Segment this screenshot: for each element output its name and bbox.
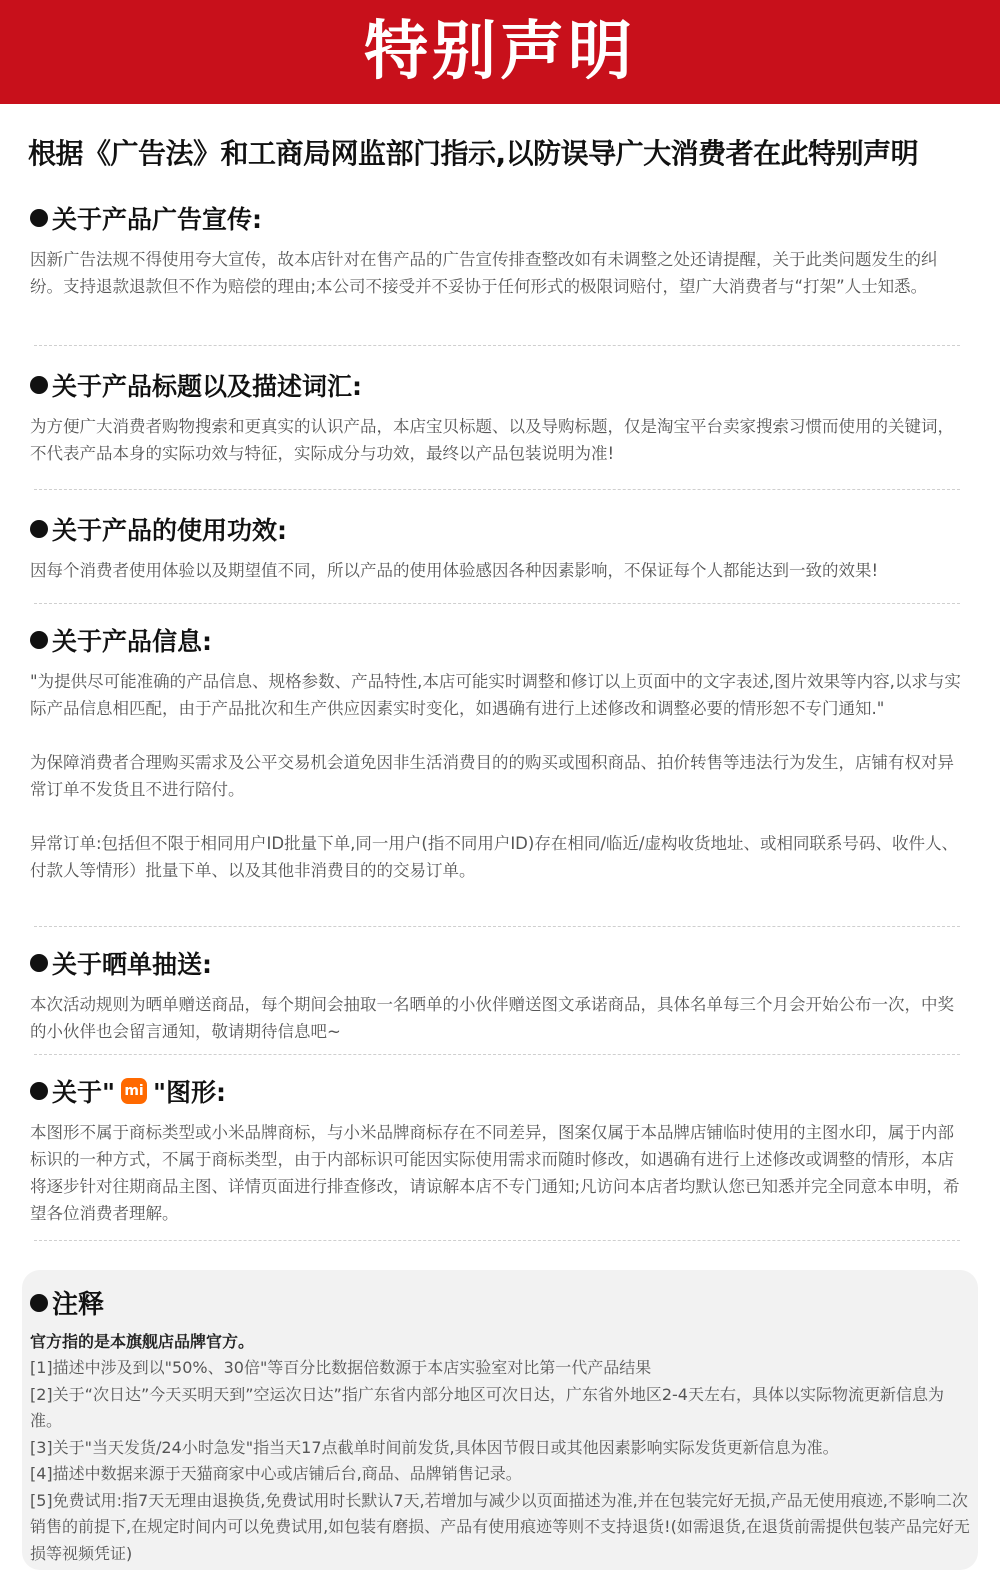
section-paragraph: 为方便广大消费者购物搜索和更真实的认识产品，本店宝贝标题、以及导购标题，仅是淘宝平台卖家搜索习惯而使用的关键词，不代表产品本身的实际功效与特征，实际成分与功效，最终以产品包装说明为准!: [30, 417, 954, 463]
divider: [34, 603, 960, 604]
bullet-icon: [30, 954, 48, 972]
section-review-giveaway: [30, 945, 970, 1045]
bullet-icon: [30, 209, 48, 227]
bullet-icon: [30, 520, 48, 538]
banner-title: 特别声明: [364, 15, 636, 89]
section-title-vocabulary: [30, 367, 970, 467]
note-item: [2]关于“次日达”今天买明天到”空运次日达”指广东省内部分地区可次日达，广东省外地区2-4天左右，具体以实际物流更新信息为准。: [30, 1384, 944, 1430]
intro-statement: 根据《广告法》和工商局网监部门指示,以防误导广大消费者在此特别声明: [28, 137, 919, 170]
section-title: 关于" mi "图形:: [30, 1073, 970, 1109]
notes-lead: 官方指的是本旗舰店品牌官方。: [30, 1332, 255, 1351]
divider: [34, 1240, 960, 1241]
section-logo-graphic: [30, 1073, 970, 1227]
section-paragraph: 本图形不属于商标类型或小米品牌商标，与小米品牌商标存在不同差异，图案仅属于本品牌店铺临时使用的主图水印，属于内部标识的一种方式，不属于商标类型，由于内部标识可能因实际使用需求而随时修改，如遇确有进行上述修改或调整的情形，本店将逐步针对往期商品主图、详情页面进行排查修改，请谅解本店不专门通知;凡访问本店者均默认您已知悉并完全同意本申明，希望各位消费者理解。: [30, 1123, 960, 1223]
bullet-icon: [30, 376, 48, 394]
section-paragraph: 异常订单:包括但不限于相同用户ID批量下单,同一用户(指不同用户ID)存在相同/临近/虚构收货地址、或相同联系号码、收件人、付款人等情形）批量下单、以及其他非消费目的的交易订单。: [30, 834, 958, 880]
section-title: 关于产品广告宣传:: [30, 200, 970, 236]
divider: [34, 489, 960, 490]
section-paragraph: 本次活动规则为晒单赠送商品，每个期间会抽取一名晒单的小伙伴赠送图文承诺商品，具体名单每三个月会开始公布一次，中奖的小伙伴也会留言通知，敬请期待信息吧~: [30, 995, 954, 1041]
notes-title: 注释: [30, 1284, 970, 1321]
divider: [34, 926, 960, 927]
section-paragraph: 因新广告法规不得使用夸大宣传，故本店针对在售产品的广告宣传排查整改如有未调整之处还请提醒，关于此类问题发生的纠纷。支持退款退款但不作为赔偿的理由;本公司不接受并不妥协于任何形式的极限词赔付，望广大消费者与“打架”人士知悉。: [30, 250, 938, 296]
section-title: 关于晒单抽送:: [30, 945, 970, 981]
header-banner: [0, 0, 1000, 104]
note-item: [3]关于"当天发货/24小时急发"指当天17点截单时间前发货,具体因节假日或其他因素影响实际发货更新信息为准。: [30, 1437, 839, 1457]
section-paragraph: 为保障消费者合理购买需求及公平交易机会道免因非生活消费目的的购买或囤积商品、拍价转售等违法行为发生，店铺有权对异常订单不发货且不进行陪付。: [30, 753, 954, 799]
bullet-icon: [30, 631, 48, 649]
note-item: [1]描述中涉及到以"50%、30倍"等百分比数据倍数源于本店实验室对比第一代产品结果: [30, 1358, 652, 1377]
section-title: 关于产品的使用功效:: [30, 511, 970, 547]
notes-panel: [22, 1270, 978, 1570]
bullet-icon: [30, 1294, 48, 1312]
note-item: [5]免费试用:指7天无理由退换货,免费试用时长默认7天,若增加与减少以页面描述为准,并在包装完好无损,产品无使用痕迹,不影响二次销售的前提下,在规定时间内可以免费试用,如包装有磨损、产品有使用痕迹等则不支持退货!(如需退货,在退货前需提供包装产品完好无损等视频凭证): [30, 1490, 970, 1563]
note-item: [4]描述中数据来源于天猫商家中心或店铺后台,商品、品牌销售记录。: [30, 1464, 522, 1483]
bullet-icon: [30, 1082, 48, 1100]
section-title: 关于产品信息:: [30, 622, 970, 658]
divider: [34, 1054, 960, 1055]
section-paragraph: "为提供尽可能准确的产品信息、规格参数、产品特性,本店可能实时调整和修订以上页面中的文字表述,图片效果等内容,以求与实际产品信息相匹配，由于产品批次和生产供应因素实时变化，如遇确有进行上述修改和调整必要的情形恕不专门通知.": [30, 672, 961, 718]
section-ad-promotion: [30, 200, 970, 300]
divider: [34, 345, 960, 346]
section-efficacy: [30, 511, 970, 584]
section-title: 关于产品标题以及描述词汇:: [30, 367, 970, 403]
section-product-info: [30, 622, 970, 884]
mi-logo-icon: mi: [121, 1078, 147, 1104]
section-paragraph: 因每个消费者使用体验以及期望值不同，所以产品的使用体验感因各种因素影响，不保证每个人都能达到一致的效果!: [30, 561, 879, 580]
